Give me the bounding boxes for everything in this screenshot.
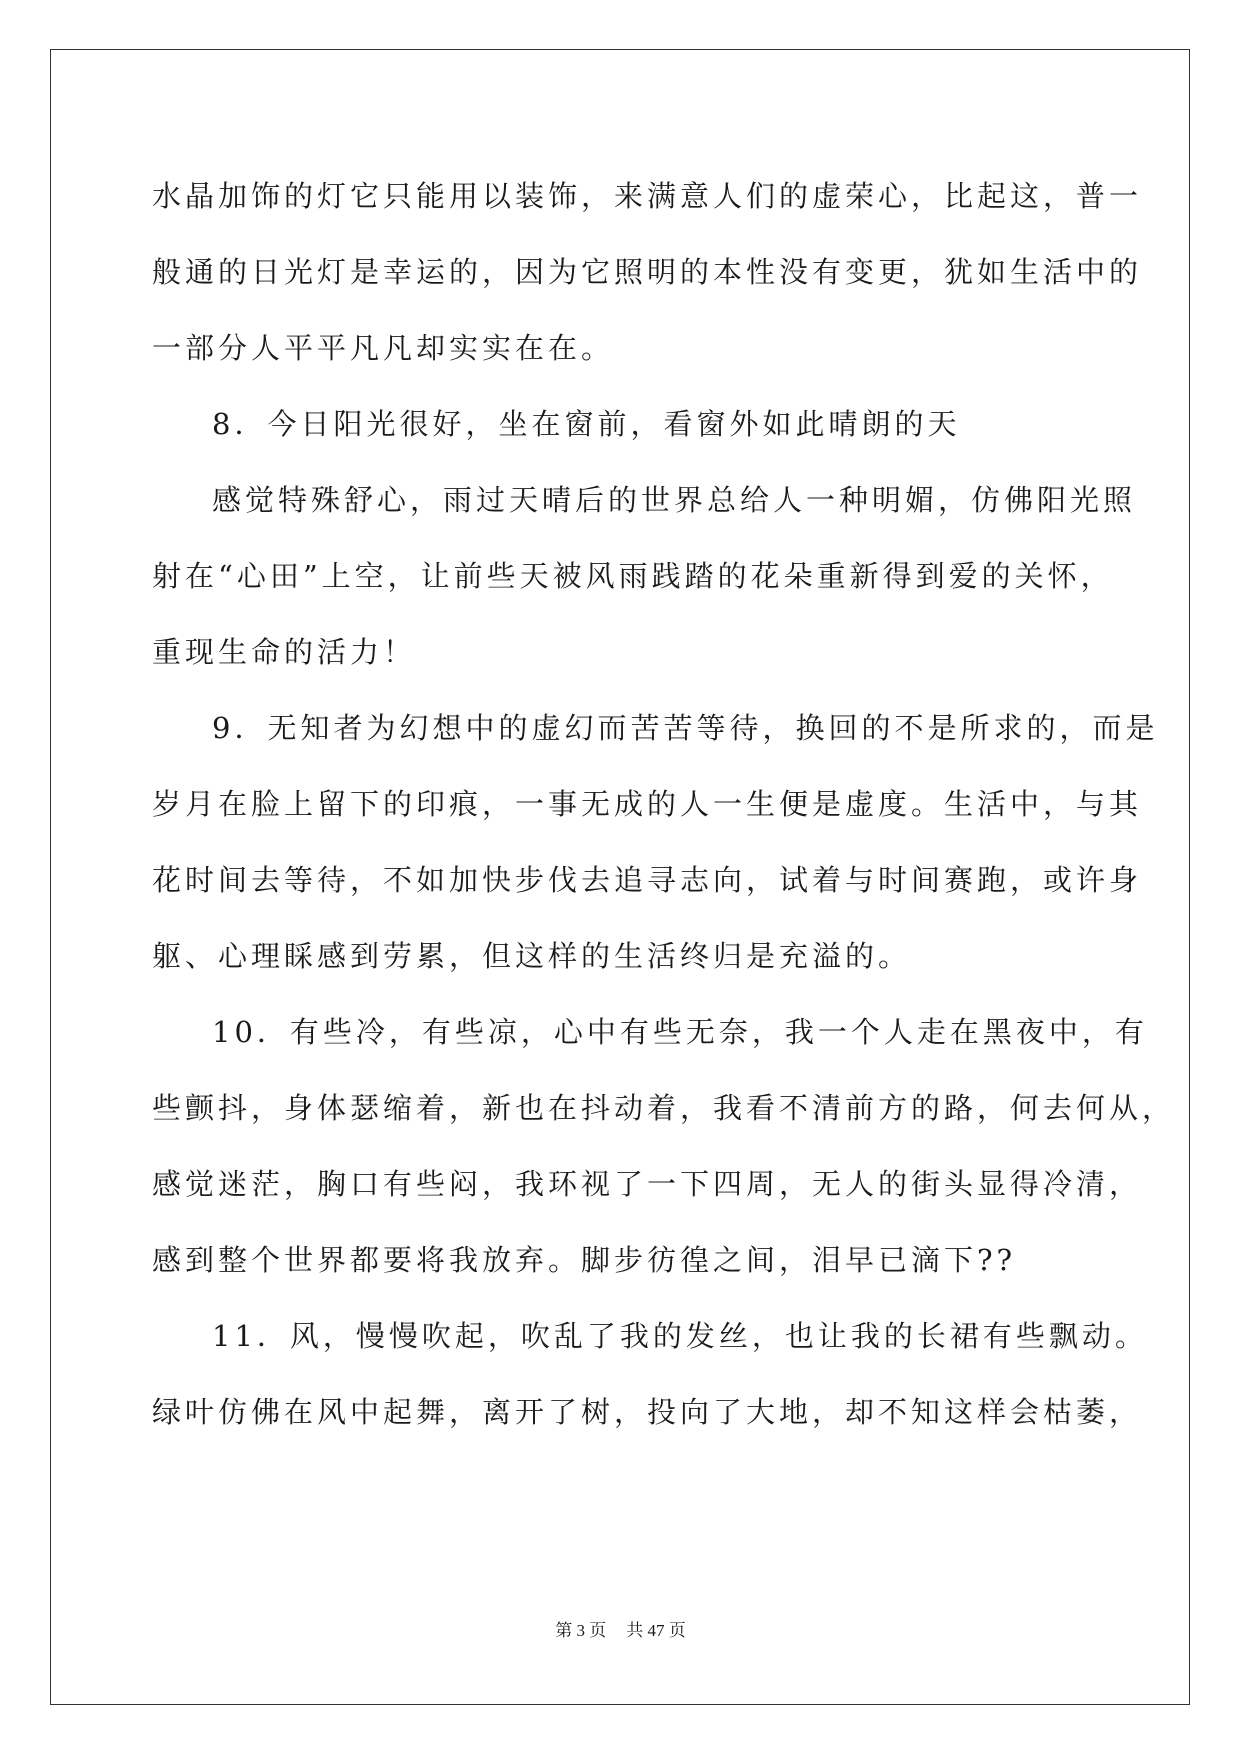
- page-footer: [0, 1616, 1241, 1641]
- document-body: [152, 158, 1176, 1450]
- text-line: 重现生命的活力！: [152, 635, 417, 669]
- page-number: 第 3 页: [555, 1621, 607, 1640]
- paragraph-11: 11．风，慢慢吹起，吹乱了我的发丝，也让我的长裙有些飘动。: [212, 1319, 1148, 1353]
- text-line: 一部分人平平凡凡却实实在在。: [152, 331, 615, 365]
- text-line: 水晶加饰的灯它只能用以装饰，来满意人们的虚荣心，比起这，普一: [152, 179, 1143, 213]
- text-line: 射在“心田”上空，让前些天被风雨践踏的花朵重新得到爱的关怀，: [152, 559, 1114, 593]
- text-line: 感到整个世界都要将我放弃。脚步彷徨之间，泪早已滴下??: [152, 1243, 1017, 1277]
- paragraph-10: 10．有些冷，有些凉，心中有些无奈，我一个人走在黑夜中，有: [212, 1015, 1148, 1049]
- text-line: 躯、心理睬感到劳累，但这样的生活终归是充溢的。: [152, 939, 912, 973]
- text-line: 般通的日光灯是幸运的，因为它照明的本性没有变更，犹如生活中的: [152, 255, 1143, 289]
- text-line: 些颤抖，身体瑟缩着，新也在抖动着，我看不清前方的路，何去何从，: [152, 1091, 1176, 1125]
- page-total: 共 47 页: [626, 1621, 686, 1640]
- text-line: 感觉特殊舒心，雨过天晴后的世界总给人一种明媚，仿佛阳光照: [212, 483, 1137, 517]
- text-line: 花时间去等待，不如加快步伐去追寻志向，试着与时间赛跑，或许身: [152, 863, 1143, 897]
- text-line: 绿叶仿佛在风中起舞，离开了树，投向了大地，却不知这样会枯萎，: [152, 1395, 1143, 1429]
- text-line: 感觉迷茫，胸口有些闷，我环视了一下四周，无人的街头显得冷清，: [152, 1167, 1143, 1201]
- paragraph-9: 9．无知者为幻想中的虚幻而苦苦等待，换回的不是所求的，而是: [212, 711, 1159, 745]
- text-line: 岁月在脸上留下的印痕，一事无成的人一生便是虚度。生活中，与其: [152, 787, 1143, 821]
- paragraph-heading-8: 8．今日阳光很好，坐在窗前，看窗外如此晴朗的天: [212, 407, 961, 441]
